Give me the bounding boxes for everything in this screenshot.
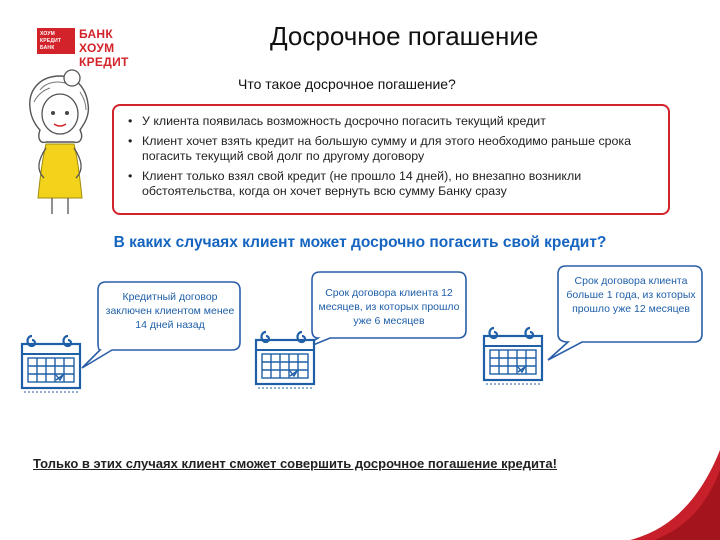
bullet-text: У клиента появилась возможность досрочно погасить текущий кредит <box>142 114 546 128</box>
subtitle: Что такое досрочное погашение? <box>238 76 456 92</box>
logo-mark-line-3: БАНК <box>40 45 55 51</box>
bullet-glyph: • <box>128 169 133 183</box>
calendar-icon-3 <box>484 328 542 384</box>
bullet-glyph: • <box>128 114 133 128</box>
bullet-glyph: • <box>128 134 133 148</box>
logo-mark-line-2: КРЕДИТ <box>40 38 62 44</box>
case-3-text: Срок договора клиента больше 1 года, из которых прошло уже 12 месяцев <box>566 275 696 315</box>
footer-note: Только в этих случаях клиент сможет совершить досрочное погашение кредита! <box>33 456 557 471</box>
logo-text-line-2: ХОУМ КРЕДИТ <box>79 41 129 69</box>
bullet-text: Клиент только взял свой кредит (не прошло 14 дней), но внезапно возникли обстоятельства, когда он хочет вернуть всю сумму Банку сразу <box>142 169 582 198</box>
calendar-icon-1 <box>22 336 80 392</box>
logo-mark-line-1: ХОУМ <box>40 31 56 37</box>
case-2-text: Срок договора клиента 12 месяцев, из которых прошло уже 6 месяцев <box>318 287 460 327</box>
calendar-icon-2 <box>256 332 314 388</box>
case-1-text: Кредитный договор заключен клиентом менее 14 дней назад <box>105 291 235 331</box>
bullet-text: Клиент хочет взять кредит на большую сумму и для этого необходимо раньше срока погасить текущий свой долг по другому договору <box>142 134 632 163</box>
cases-question: В каких случаях клиент может досрочно погасить свой кредит? <box>113 234 607 251</box>
page-title: Досрочное погашение <box>270 21 539 51</box>
corner-decoration <box>630 450 720 540</box>
logo-text-line-1: БАНК <box>79 27 114 41</box>
